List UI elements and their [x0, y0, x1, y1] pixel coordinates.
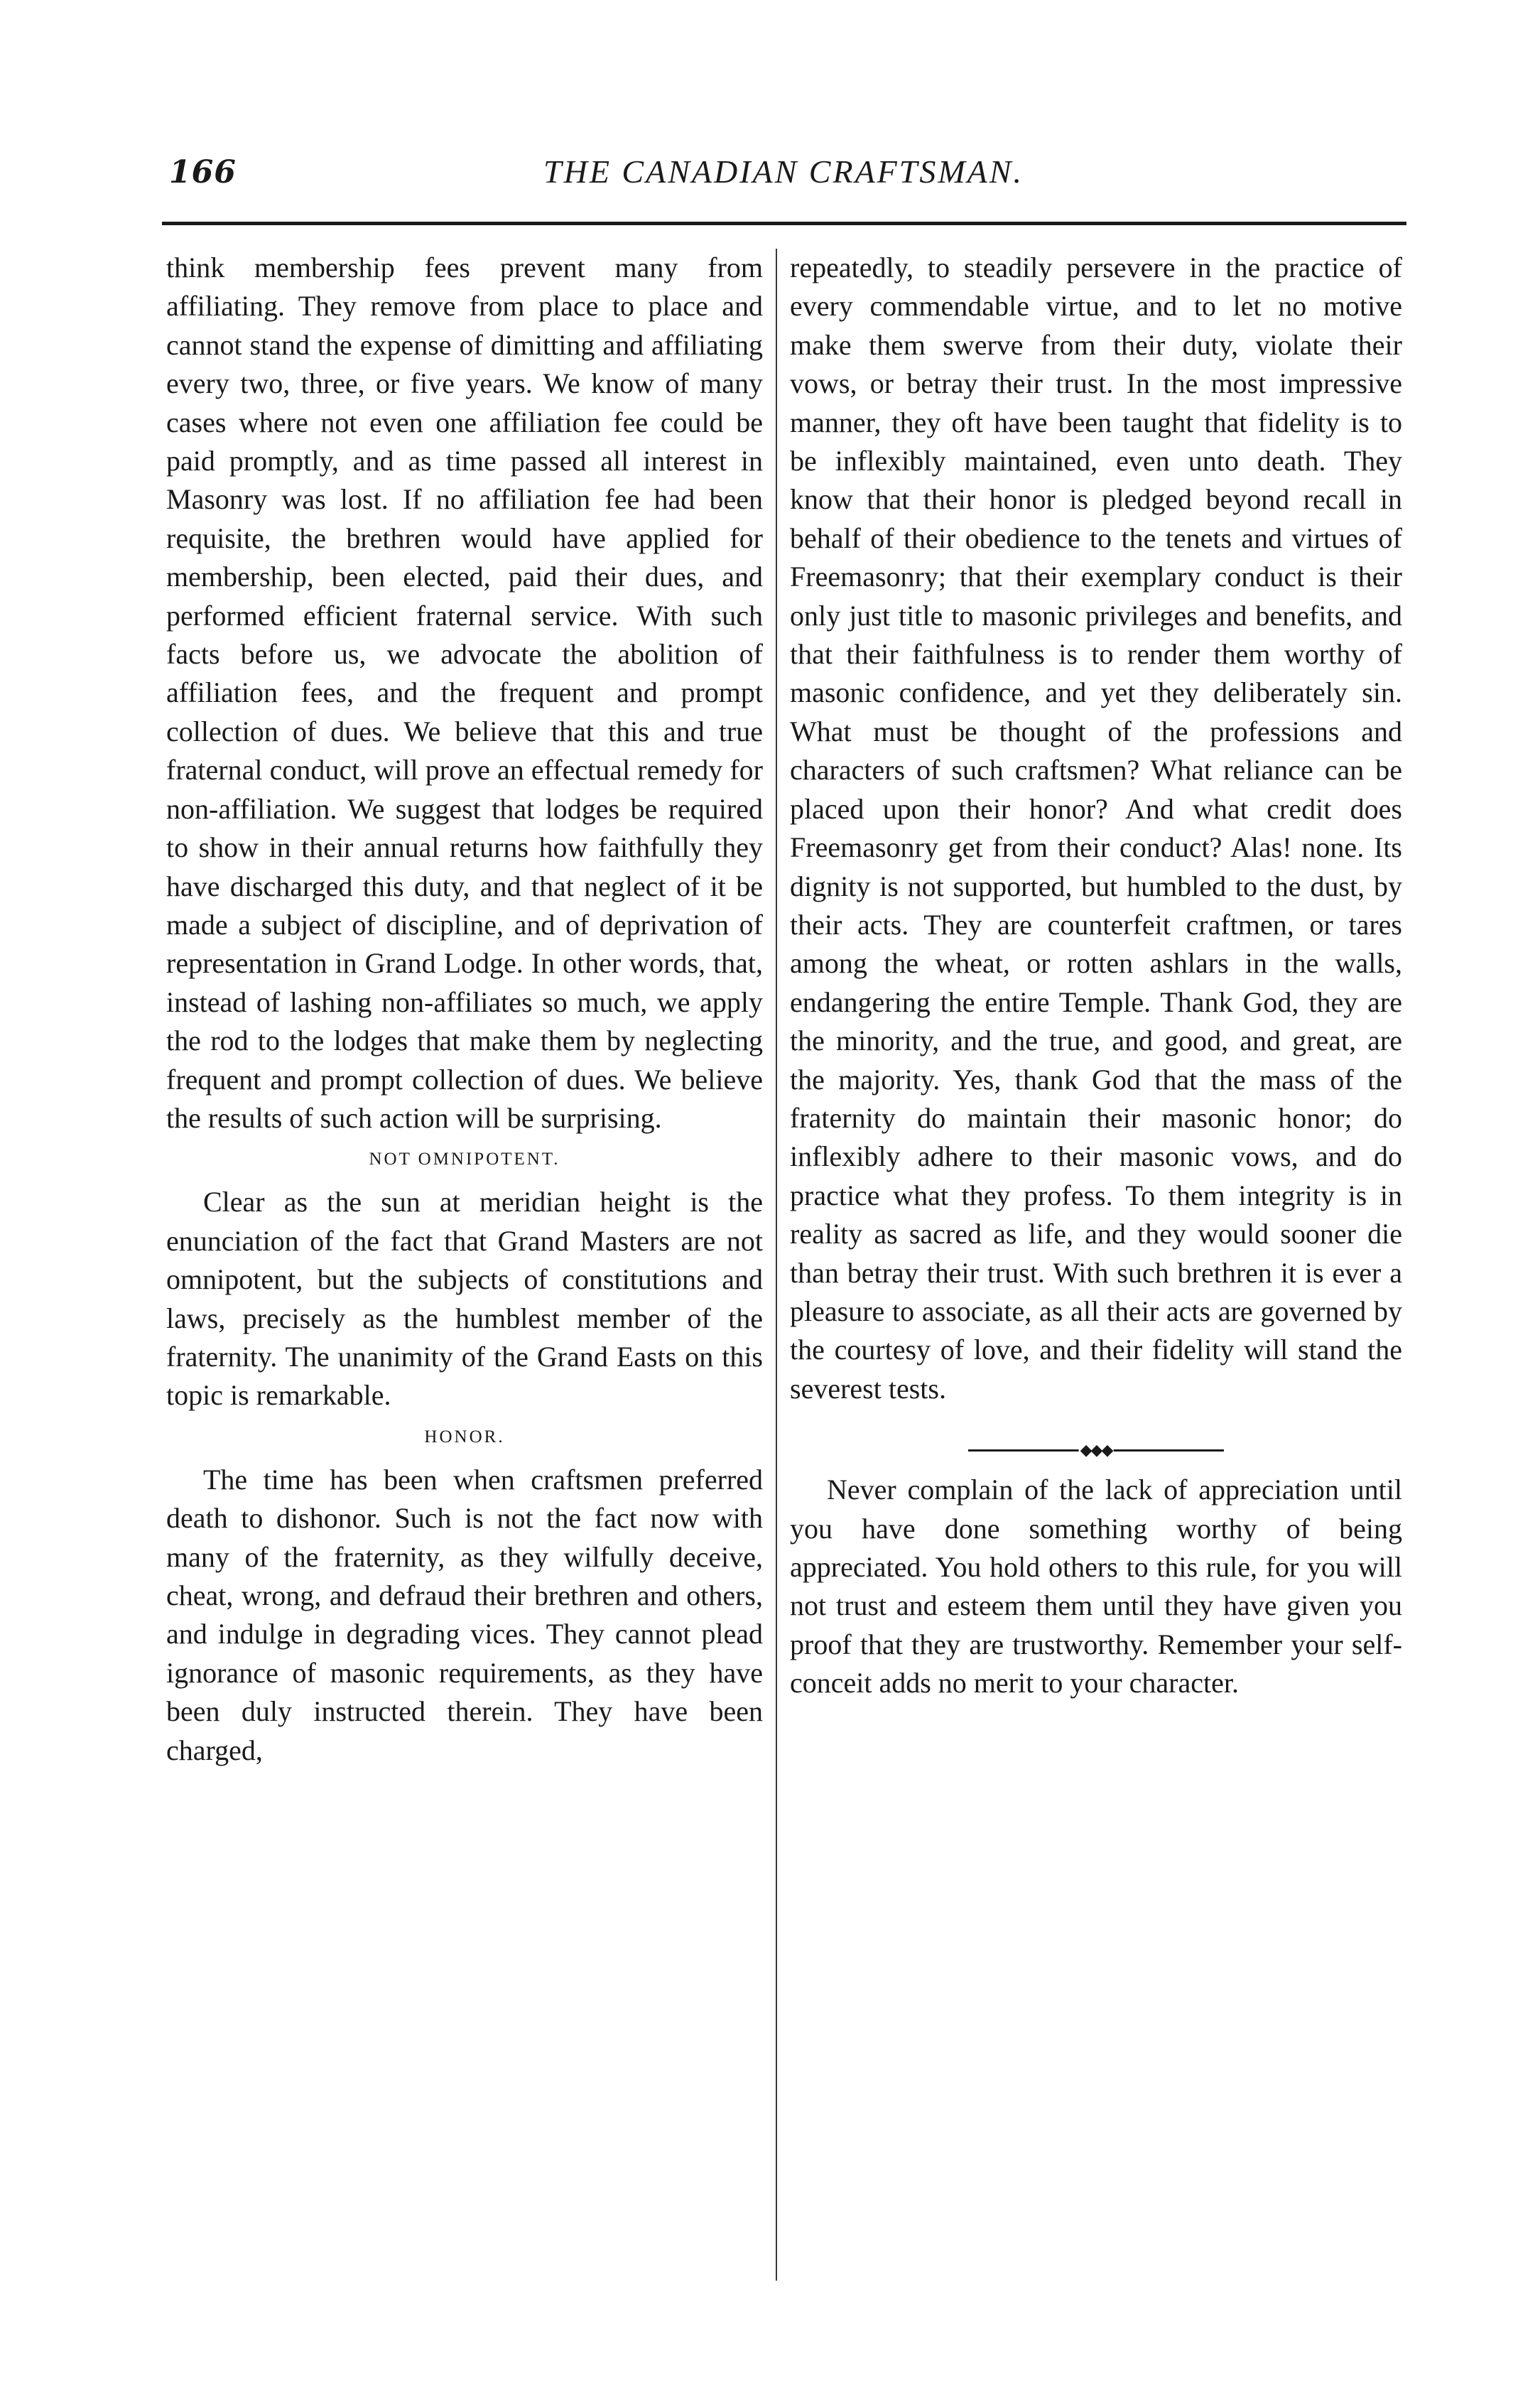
right-paragraph-honor-continued: repeatedly, to steadily persevere in the practice of every commendable virtue, and to let no motive make them swerve from their duty, violate their vows, or betray their trust. In the most impressive manner, they oft have been taught that fidelity is to be inflexibly maintained, even unto death. They know that their honor is pledged beyond recall in behalf of their obedience to the tenets and virtues of Freemasonry; that their exemplary conduct is their only just title to masonic privileges and benefits, and that their faithfulness is to render them worthy of masonic confidence, and yet they deliberately sin. What must be thought of the professions and characters of such craftsmen? What reliance can be placed upon their honor? And what credit does Freemasonry get from their conduct? Alas! none. Its dignity is not supported, but humbled to the dust, by their acts. They are counterfeit craftmen, or tares among the wheat, or rotten ashlars in the walls, endangering the entire Temple. Thank God, they are the minority, and the true, and good, and great, are the majority. Yes, thank God that the mass of the fraternity do maintain their masonic honor; do inflexibly adhere to their masonic vows, and do practice what they profess. To them integrity is in reality as sacred as life, and they would sooner die than betray their trust. With such brethren it is ever a pleasure to associate, as all their acts are governed by the courtesy of love, and their fidelity will stand the severest tests.: [790, 252, 1402, 1405]
left-column: [166, 249, 763, 1770]
header-rule: [162, 222, 1406, 225]
ornament-rule: [968, 1440, 1224, 1459]
diamond-ornament-icon: ◆◆◆: [1080, 1440, 1112, 1459]
heading-not-omnipotent: NOT OMNIPOTENT.: [369, 1150, 560, 1169]
left-paragraph-honor: The time has been when craftsmen preferred death to dishonor. Such is not the fact now with many of the fraternity, as they wilfully deceive, cheat, wrong, and defraud their brethren and others, and indulge in degrading vices. They cannot plead ignorance of masonic requirements, as they have been duly instructed therein. They have been charged,: [166, 1463, 763, 1766]
column-divider: [776, 249, 777, 2281]
left-paragraph-not-omnipotent: Clear as the sun at meridian height is the enunciation of the fact that Grand Masters are not omnipotent, but the subjects of constitutions and laws, precisely as the humblest member of the fraternity. The unanimity of the Grand Easts on this topic is remarkable.: [166, 1186, 763, 1412]
heading-honor: HONOR.: [424, 1427, 505, 1447]
right-column: [790, 249, 1402, 1703]
page-number: 166: [169, 154, 237, 190]
page-header: [169, 146, 1398, 210]
running-title: THE CANADIAN CRAFTSMAN.: [543, 153, 1024, 190]
section-ornament: [790, 1428, 1402, 1459]
left-paragraph-membership-fees: think membership fees prevent many from affiliating. They remove from place to place and cannot stand the expense of dimitting and affiliating every two, three, or five years. We know of many cases where not even one affiliation fee could be paid promptly, and as time passed all interest in Masonry was lost. If no affiliation fee had been requisite, the brethren would have applied for membership, been elected, paid their dues, and performed efficient fraternal service. With such facts before us, we advocate the abolition of affiliation fees, and the frequent and prompt collection of dues. We believe that this and true fraternal conduct, will prove an effectual remedy for non-affiliation. We suggest that lodges be required to show in their annual returns how faithfully they have discharged this duty, and that neglect of it be made a subject of discipline, and of deprivation of representation in Grand Lodge. In other words, that, instead of lashing non-affiliates so much, we apply the rod to the lodges that make them by neglecting frequent and prompt collection of dues. We believe the results of such action will be surprising.: [166, 252, 763, 1134]
right-paragraph-appreciation: Never complain of the lack of appreciation until you have done something worthy of being appreciated. You hold others to this rule, for you will not trust and esteem them until they have given you proof that they are trustworthy. Remember your self-conceit adds no merit to your character.: [790, 1474, 1402, 1699]
